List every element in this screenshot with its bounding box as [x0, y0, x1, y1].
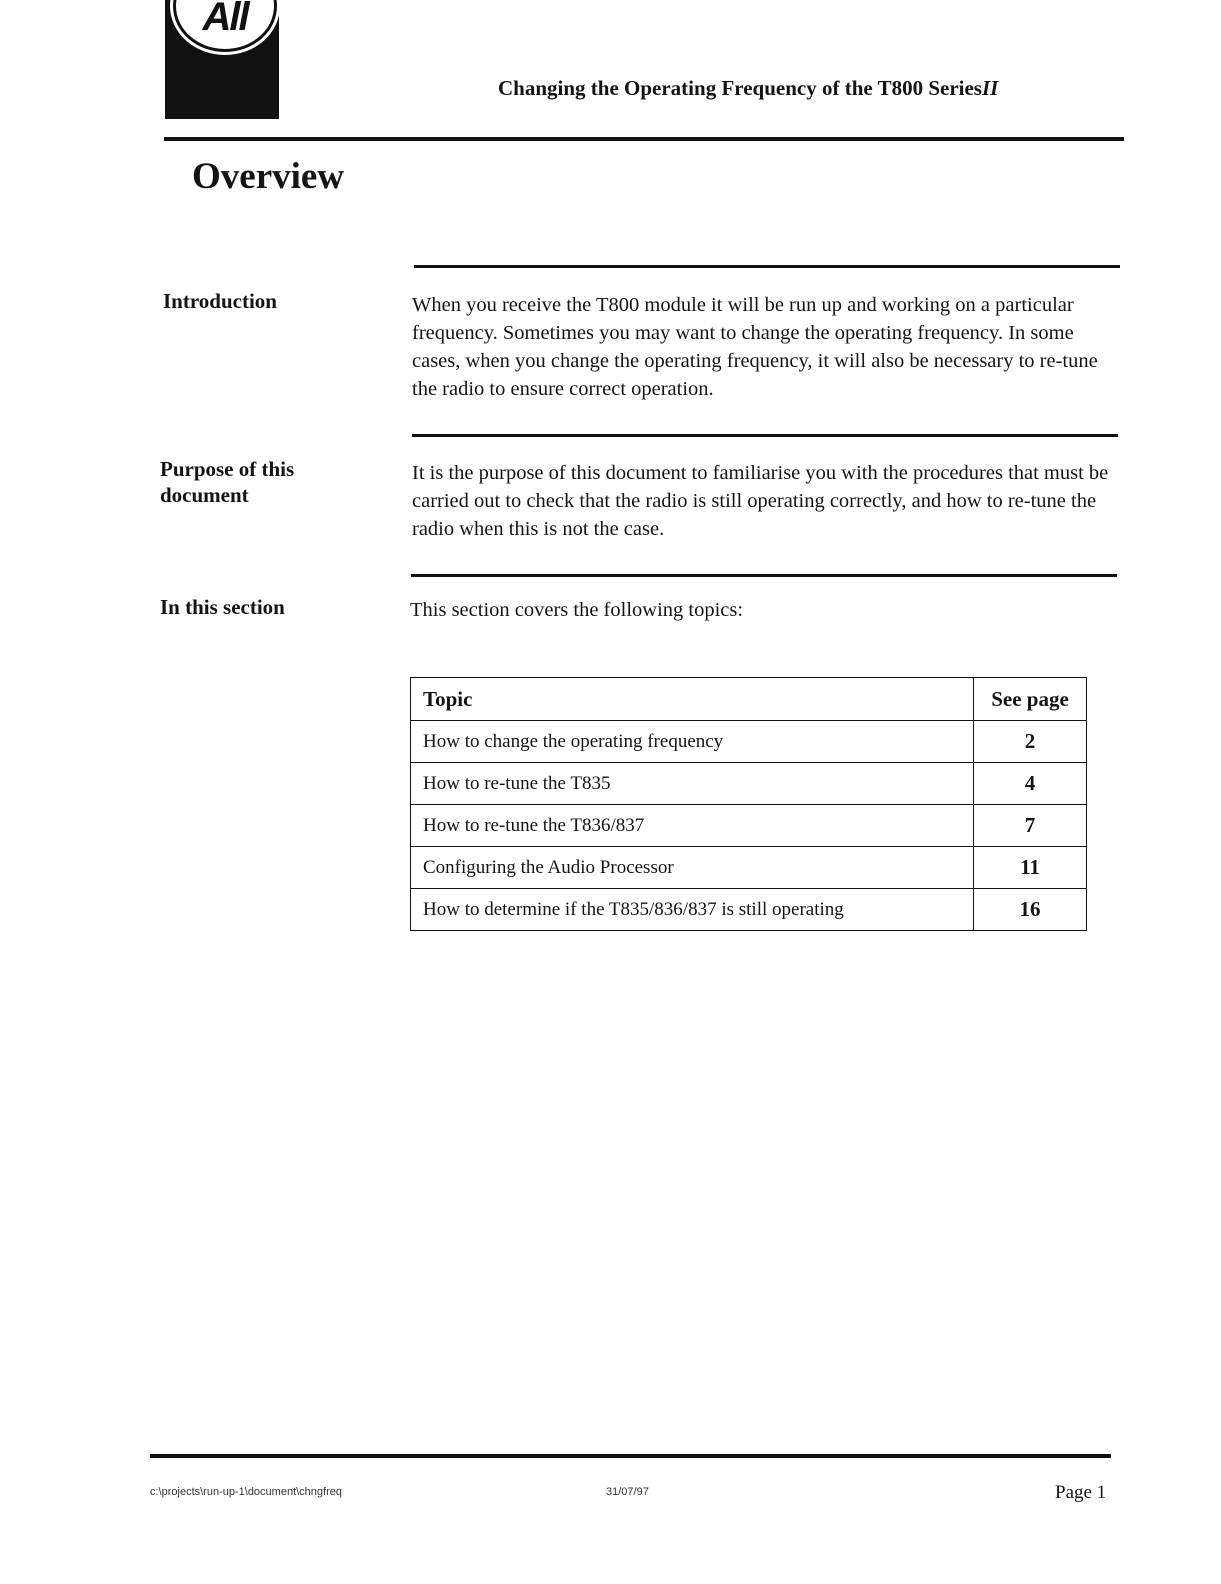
purpose-label-line2: document	[160, 483, 249, 507]
document-header-title	[498, 76, 998, 101]
page-cell: 11	[974, 847, 1087, 889]
purpose-text: It is the purpose of this document to familiarise you with the procedures that must be carried out to check that the radio is still operating correctly, and how to re-tune the radio when this is not the case.	[412, 462, 1109, 540]
footer-divider	[150, 1454, 1111, 1458]
table-row	[411, 763, 1087, 805]
footer-page-number: Page 1	[1055, 1482, 1107, 1503]
in-this-section-text: This section covers the following topics:	[410, 599, 744, 621]
topic-cell: How to change the operating frequency	[411, 721, 974, 763]
purpose-label-line1: Purpose of this	[160, 457, 295, 481]
header-title-main: Changing the Operating Frequency of the T800 Series	[498, 76, 982, 100]
see-page-column-header: See page	[974, 678, 1087, 721]
table-row	[411, 889, 1087, 931]
introduction-label: Introduction	[163, 289, 277, 313]
in-this-section-label: In this section	[160, 595, 285, 619]
topics-table	[410, 677, 1087, 931]
table-header-row	[411, 678, 1087, 721]
company-logo	[165, 0, 279, 119]
table-row	[411, 805, 1087, 847]
topic-cell: How to determine if the T835/836/837 is still operating	[411, 889, 974, 931]
introduction-text: When you receive the T800 module it will be run up and working on a particular frequency. Sometimes you may want to change the operating frequency. In some cases, when you change the operating frequency, it will also be necessary to re-tune the radio to ensure correct operation.	[412, 294, 1098, 400]
table-row	[411, 721, 1087, 763]
introduction-divider	[414, 265, 1120, 268]
topic-cell: How to re-tune the T836/837	[411, 805, 974, 847]
logo-emblem	[173, 0, 277, 52]
page-cell: 16	[974, 889, 1087, 931]
logo-text: All	[202, 0, 248, 39]
topic-cell: How to re-tune the T835	[411, 763, 974, 805]
topic-cell: Configuring the Audio Processor	[411, 847, 974, 889]
page-cell: 7	[974, 805, 1087, 847]
page-cell: 4	[974, 763, 1087, 805]
page-cell: 2	[974, 721, 1087, 763]
page-title: Overview	[192, 156, 345, 197]
footer-date: 31/07/97	[606, 1486, 649, 1498]
header-divider	[164, 137, 1124, 141]
topic-column-header: Topic	[411, 678, 974, 721]
in-this-section-divider	[411, 574, 1117, 577]
purpose-divider	[412, 434, 1118, 437]
purpose-label	[160, 456, 380, 508]
table-row	[411, 847, 1087, 889]
footer-file-path: c:\projects\run-up-1\document\chngfreq	[150, 1486, 342, 1498]
header-title-suffix: II	[981, 76, 999, 100]
